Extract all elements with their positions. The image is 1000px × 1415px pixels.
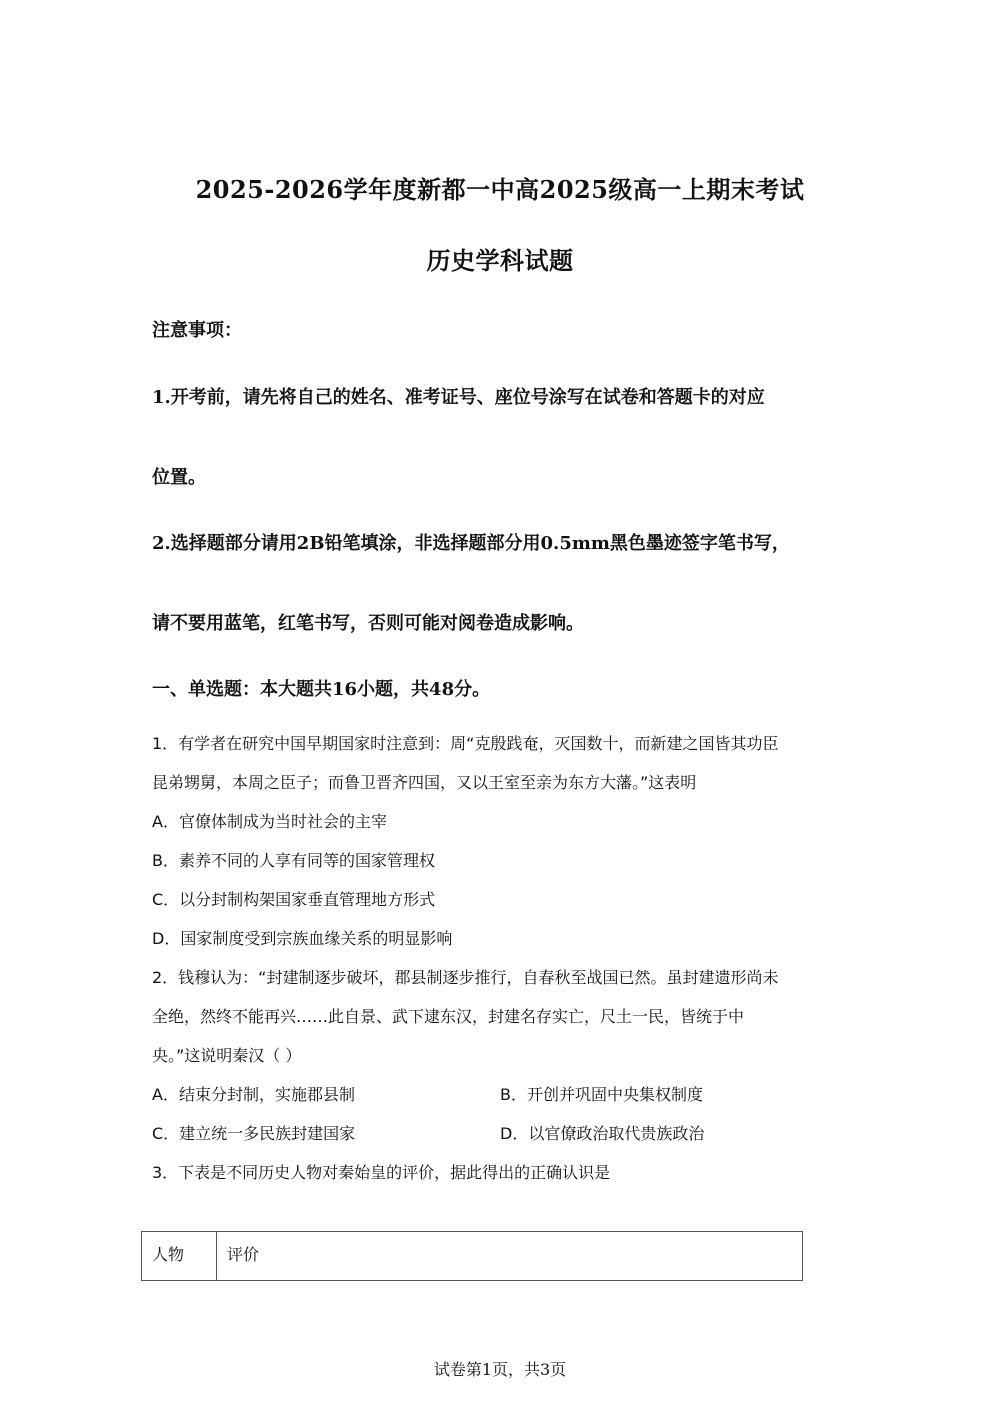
exam-title: 2025-2026学年度新都一中高2025级高一上期末考试	[195, 175, 805, 204]
question-2-stem-line-1: 2．钱穆认为：“封建制逐步破坏，郡县制逐步推行，自春秋至战国已然。虽封建遗形尚未	[152, 968, 779, 987]
notice-item-1-line-1: 1.开考前，请先将自己的姓名、准考证号、座位号涂写在试卷和答题卡的对应	[152, 387, 765, 408]
question-2-option-c: C．建立统一多民族封建国家	[152, 1124, 356, 1143]
question-3-stem-line-1: 3．下表是不同历史人物对秦始皇的评价，据此得出的正确认识是	[152, 1163, 611, 1182]
table-header-evaluation: 评价	[217, 1232, 803, 1281]
question-2-option-d: D．以官僚政治取代贵族政治	[500, 1124, 705, 1143]
question-1-stem-line-2: 昆弟甥舅，本周之臣子；而鲁卫晋齐四国，又以王室至亲为东方大藩。”这表明	[152, 773, 697, 792]
question-2-stem-line-3: 央。”这说明秦汉（ ）	[152, 1046, 302, 1065]
table-header-row	[142, 1232, 803, 1281]
table-header-person: 人物	[142, 1232, 217, 1281]
notice-heading: 注意事项：	[152, 320, 242, 341]
question-2-stem-line-2: 全绝，然终不能再兴……此自景、武下逮东汉，封建名存实亡，尺土一民，皆统于中	[152, 1007, 745, 1026]
notice-item-1-line-2: 位置。	[152, 467, 206, 488]
question-1-stem-line-1: 1．有学者在研究中国早期国家时注意到：周“克殷践奄，灭国数十，而新建之国皆其功臣	[152, 734, 779, 753]
notice-item-2-line-1: 2.选择题部分请用2B铅笔填涂，非选择题部分用0.5mm黑色墨迹签字笔书写，	[152, 533, 790, 554]
question-1-option-b: B．素养不同的人享有同等的国家管理权	[152, 851, 435, 870]
question-1-option-a: A．官僚体制成为当时社会的主宰	[152, 812, 387, 831]
section-heading: 一、单选题：本大题共16小题，共48分。	[152, 679, 491, 700]
page-footer: 试卷第1页，共3页	[433, 1360, 567, 1379]
question-1-option-d: D．国家制度受到宗族血缘关系的明显影响	[152, 929, 453, 948]
question-2-option-a: A．结束分封制，实施郡县制	[152, 1085, 355, 1104]
question-1-option-c: C．以分封制构架国家垂直管理地方形式	[152, 890, 436, 909]
exam-subject-title: 历史学科试题	[426, 246, 574, 275]
notice-item-2-line-2: 请不要用蓝笔，红笔书写，否则可能对阅卷造成影响。	[152, 613, 584, 634]
question-2-option-b: B．开创并巩固中央集权制度	[500, 1085, 703, 1104]
evaluation-table	[141, 1231, 803, 1281]
